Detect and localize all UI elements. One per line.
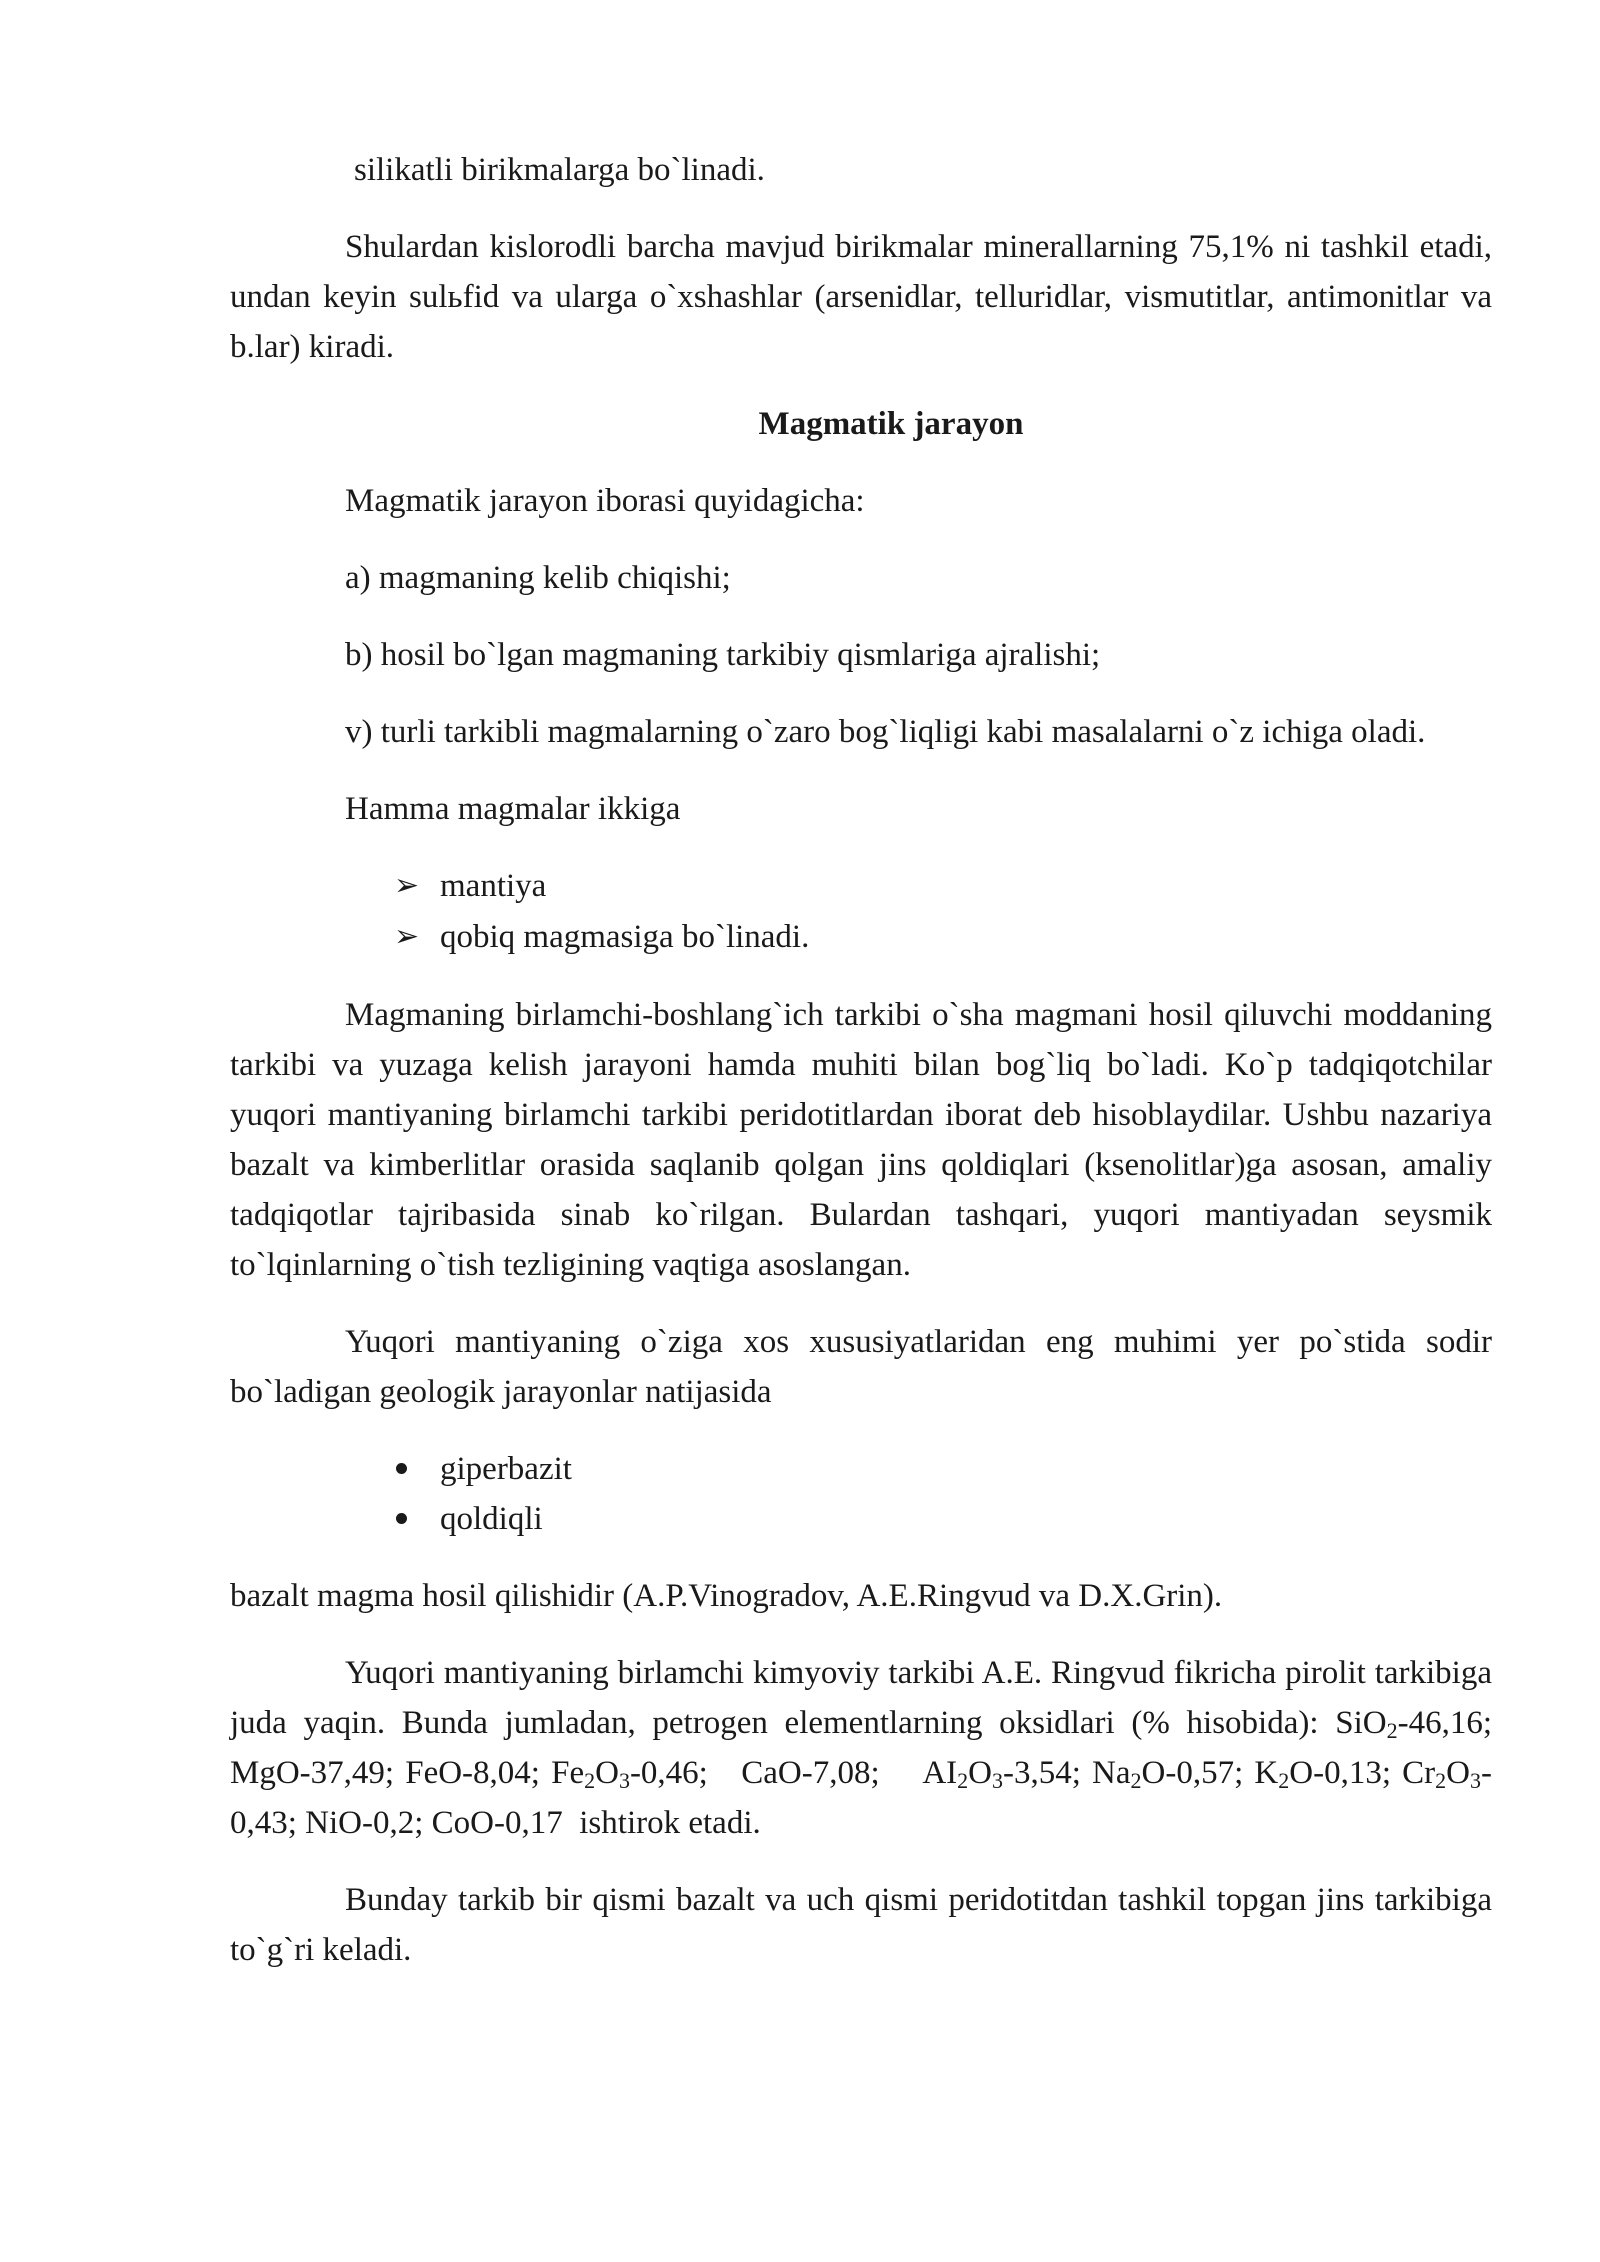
arrow-bullet-icon: ➢ <box>394 920 420 953</box>
paragraph-last: Bunday tarkib bir qismi bazalt va uch qismi peridotitdan tashkil topgan jins tarkibiga to`g`ri keladi. <box>230 1882 1492 1968</box>
oxide-value: -3,54; <box>1003 1755 1093 1791</box>
subscript: 3 <box>618 1768 630 1793</box>
oxide-cr2o3: Cr <box>1402 1755 1436 1791</box>
subscript: 2 <box>1278 1768 1290 1793</box>
list-item-label: mantiya <box>440 868 547 904</box>
list-item <box>394 1444 1492 1494</box>
section-heading: Magmatik jarayon <box>758 406 1024 442</box>
paragraph-feature: Yuqori mantiyaning o`ziga xos xususiyatlaridan eng muhimi yer po`stida sodir bo`ladigan geologik jarayonlar natijasida <box>230 1324 1492 1410</box>
composition-tail: ishtirok etadi. <box>579 1805 761 1841</box>
paragraph-minerals: Shulardan kislorodli barcha mavjud birikmalar minerallarning 75,1% ni tashkil etadi, undan keyin sulьfid va ularga o`xshashlar (arsenidlar, telluridlar, vismutitlar, antimonitlar va b.lar) kiradi. <box>230 229 1492 365</box>
oxide-na2o: Na <box>1092 1755 1131 1791</box>
oxide-cao: CaO-7,08; <box>741 1755 923 1791</box>
oxide-part: O <box>595 1755 619 1791</box>
paragraph-two-types: Hamma magmalar ikkiga <box>345 791 681 827</box>
list-item-label: qoldiqli <box>440 1501 543 1537</box>
oxide-value: O-0,57; <box>1141 1755 1255 1791</box>
subscript: 2 <box>1386 1718 1398 1743</box>
oxide-value: -46,16; <box>1397 1705 1492 1741</box>
paragraph-basalt: bazalt magma hosil qilishidir (A.P.Vinogradov, A.E.Ringvud va D.X.Grin). <box>230 1578 1223 1614</box>
subscript: 2 <box>584 1768 596 1793</box>
oxide-sio2: SiO <box>1335 1705 1387 1741</box>
paragraph-composition <box>230 1648 1492 1848</box>
document-page <box>230 145 1492 1975</box>
subscript: 2 <box>957 1768 969 1793</box>
list-item-a: a) magmaning kelib chiqishi; <box>345 560 731 596</box>
oxide-nio: NiO-0,2; <box>305 1805 432 1841</box>
continuation-line: silikatli birikmalarga bo`linadi. <box>354 152 765 188</box>
arrow-list <box>230 861 1492 963</box>
bullet-list <box>230 1444 1492 1544</box>
oxide-k2o: K <box>1254 1755 1279 1791</box>
list-item <box>394 1494 1492 1544</box>
list-item-v: v) turli tarkibli magmalarning o`zaro bog`liqligi kabi masalalarni o`z ichiga oladi. <box>345 714 1426 750</box>
list-item-label: qobiq magmasiga bo`linadi. <box>440 919 810 955</box>
subscript: 3 <box>992 1768 1003 1793</box>
list-item <box>394 912 1492 963</box>
oxide-coo: CoO-0,17 <box>431 1805 580 1841</box>
subscript: 2 <box>1435 1768 1447 1793</box>
oxide-feo: FeO-8,04; <box>405 1755 552 1791</box>
oxide-part: O <box>1446 1755 1470 1791</box>
oxide-value: -0,46; <box>629 1755 742 1791</box>
oxide-value: -0,43; <box>230 1755 1492 1841</box>
oxide-fe2o3: Fe <box>551 1755 585 1791</box>
arrow-bullet-icon: ➢ <box>394 869 420 902</box>
composition-intro: Yuqori mantiyaning birlamchi kimyoviy tarkibi A.E. Ringvud fikricha pirolit tarkibiga juda yaqin. Bunda jumladan, petrogen elementlarning oksidlari (% hisobida): <box>230 1655 1492 1741</box>
subscript: 3 <box>1469 1768 1481 1793</box>
paragraph-intro: Magmatik jarayon iborasi quyidagicha: <box>345 483 865 519</box>
list-item-label: giperbazit <box>440 1451 572 1487</box>
paragraph-origin: Magmaning birlamchi-boshlang`ich tarkibi o`sha magmani hosil qiluvchi moddaning tarkibi va yuzaga kelish jarayoni hamda muhiti bilan bog`liq bo`ladi. Ko`p tadqiqotchilar yuqori mantiyaning birlamchi tarkibi peridotitlardan iborat deb hisoblaydilar. Ushbu nazariya bazalt va kimberlitlar orasida saqlanib qolgan jins qoldiqlari (ksenolitlar)ga asosan, amaliy tadqiqotlar tajribasida sinab ko`rilgan. Bulardan tashqari, yuqori mantiyadan seysmik to`lqinlarning o`tish tezligining vaqtiga asoslangan. <box>230 997 1492 1283</box>
list-item-b: b) hosil bo`lgan magmaning tarkibiy qismlariga ajralishi; <box>345 637 1101 673</box>
list-item <box>394 861 1492 912</box>
oxide-value: O-0,13; <box>1289 1755 1403 1791</box>
oxide-mgo: MgO-37,49; <box>230 1755 406 1791</box>
oxide-part: O <box>968 1755 992 1791</box>
oxide-al2o3: AI <box>922 1755 958 1791</box>
subscript: 2 <box>1130 1768 1142 1793</box>
